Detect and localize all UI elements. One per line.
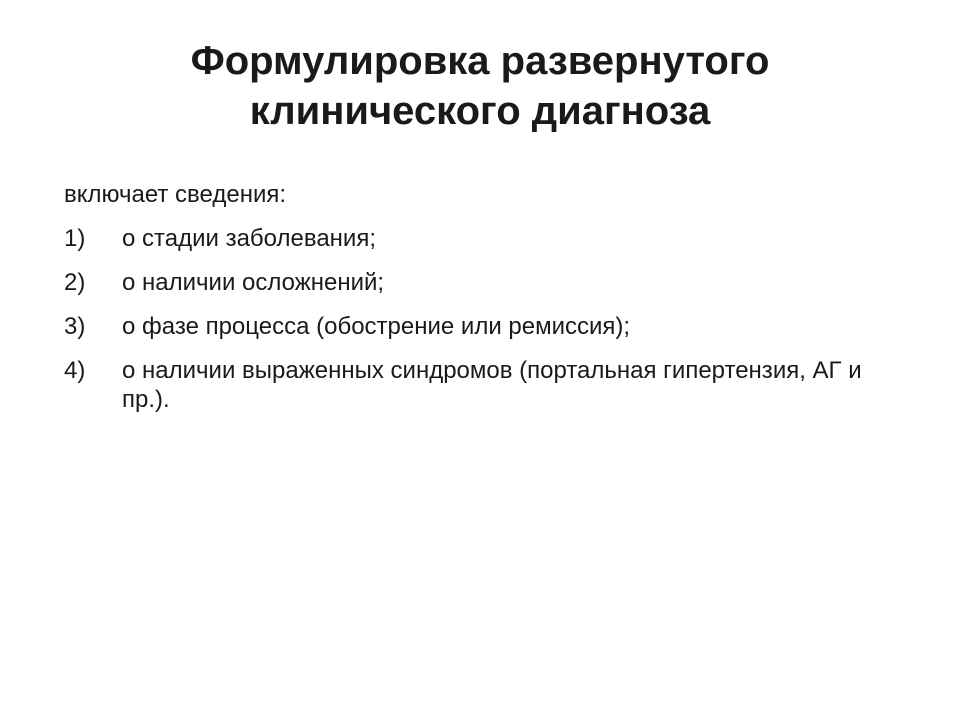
list-item-number: 3) (64, 313, 86, 340)
list-item (64, 356, 864, 414)
list-item-text: о наличии выраженных синдромов (портальная гипертензия, АГ и пр.). (122, 357, 862, 413)
intro-text: включает сведения: (64, 181, 287, 208)
list-item-text: о наличии осложнений; (122, 269, 385, 296)
list-item (64, 312, 864, 341)
slide-title (60, 36, 900, 136)
list-item (64, 224, 864, 253)
list-item (64, 268, 864, 297)
slide-body (64, 180, 864, 429)
list-item-text: о стадии заболевания; (122, 225, 376, 252)
list-item-number: 1) (64, 225, 86, 252)
list-item-number: 2) (64, 269, 86, 296)
list-item-number: 4) (64, 357, 86, 384)
list-item-text: о фазе процесса (обострение или ремиссия); (122, 313, 631, 340)
slide-title-line-1: Формулировка развернутого (190, 39, 770, 83)
slide-title-line-2: клинического диагноза (249, 89, 711, 133)
numbered-list (64, 224, 864, 414)
